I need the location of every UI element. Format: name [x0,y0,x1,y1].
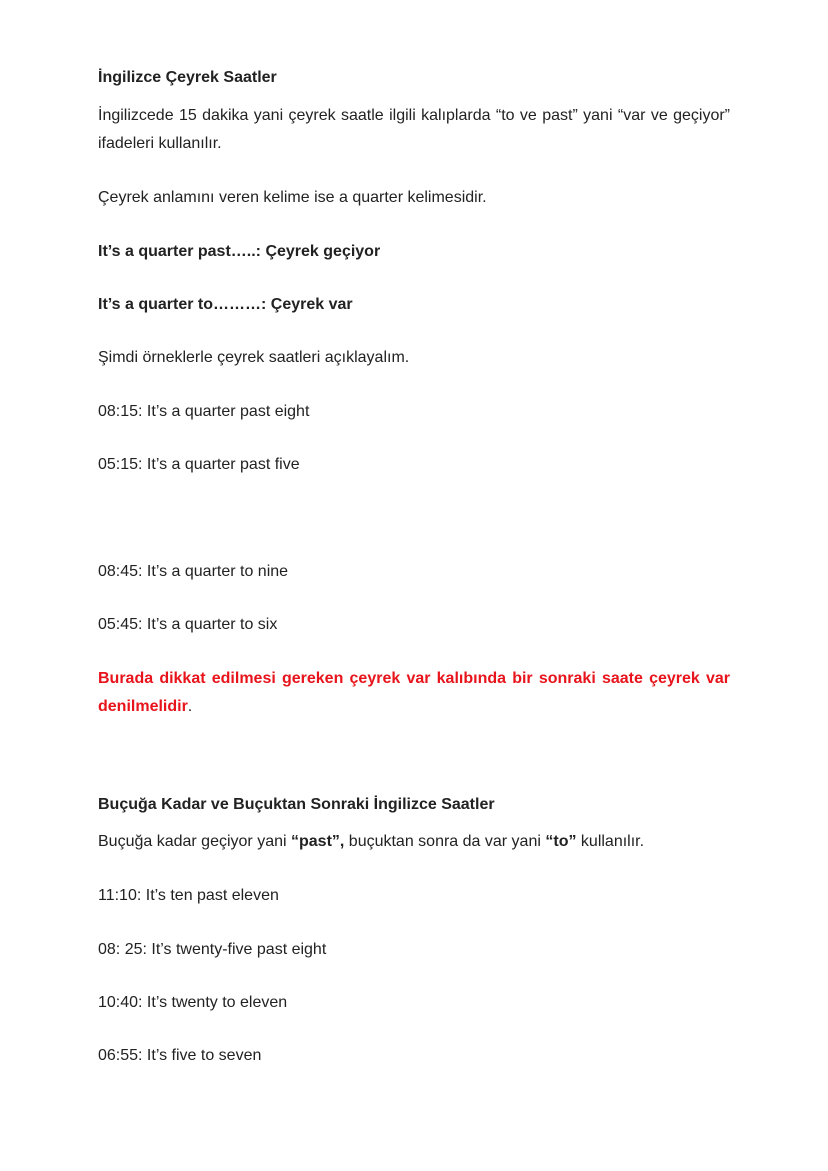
past-keyword: “past”, [291,833,345,850]
half-hour-intro [98,828,730,856]
intro-text-part: buçuktan sonra da var yani [344,833,546,850]
intro-paragraph: İngilizcede 15 dakika yani çeyrek saatle ilgili kalıplarda “to ve past” yani “var ve geçiyor” ifadeleri kullanılır. [98,107,730,152]
quarter-word-sentence: Çeyrek anlamını veren kelime ise a quarter kelimesidir. [98,189,487,206]
warning-period: . [187,698,193,715]
example-line: 08:15: It’s a quarter past eight [98,403,310,420]
example-line: 05:15: It’s a quarter past five [98,456,300,473]
example-line: 06:55: It’s five to seven [98,1047,262,1064]
intro-text-part: kullanılır. [576,833,645,850]
examples-intro: Şimdi örneklerle çeyrek saatleri açıklayalım. [98,349,410,366]
example-line: 10:40: It’s twenty to eleven [98,994,288,1011]
to-keyword: “to” [545,833,577,850]
example-line: 08:45: It’s a quarter to nine [98,563,289,580]
intro-text-part: Buçuğa kadar geçiyor yani [98,833,291,850]
example-line: 05:45: It’s a quarter to six [98,616,278,633]
section-heading-quarter-hours: İngilizce Çeyrek Saatler [98,69,277,86]
rule-quarter-to: It’s a quarter to………: Çeyrek var [98,296,353,313]
example-line: 08: 25: It’s twenty-five past eight [98,941,327,958]
warning-paragraph [98,665,730,721]
warning-text: Burada dikkat edilmesi gereken çeyrek var kalıbında bir sonraki saate çeyrek var denilmelidir [98,670,730,715]
section-heading-half-hours: Buçuğa Kadar ve Buçuktan Sonraki İngilizce Saatler [98,796,495,813]
rule-quarter-past: It’s a quarter past…..: Çeyrek geçiyor [98,243,381,260]
example-line: 11:10: It’s ten past eleven [98,887,279,904]
